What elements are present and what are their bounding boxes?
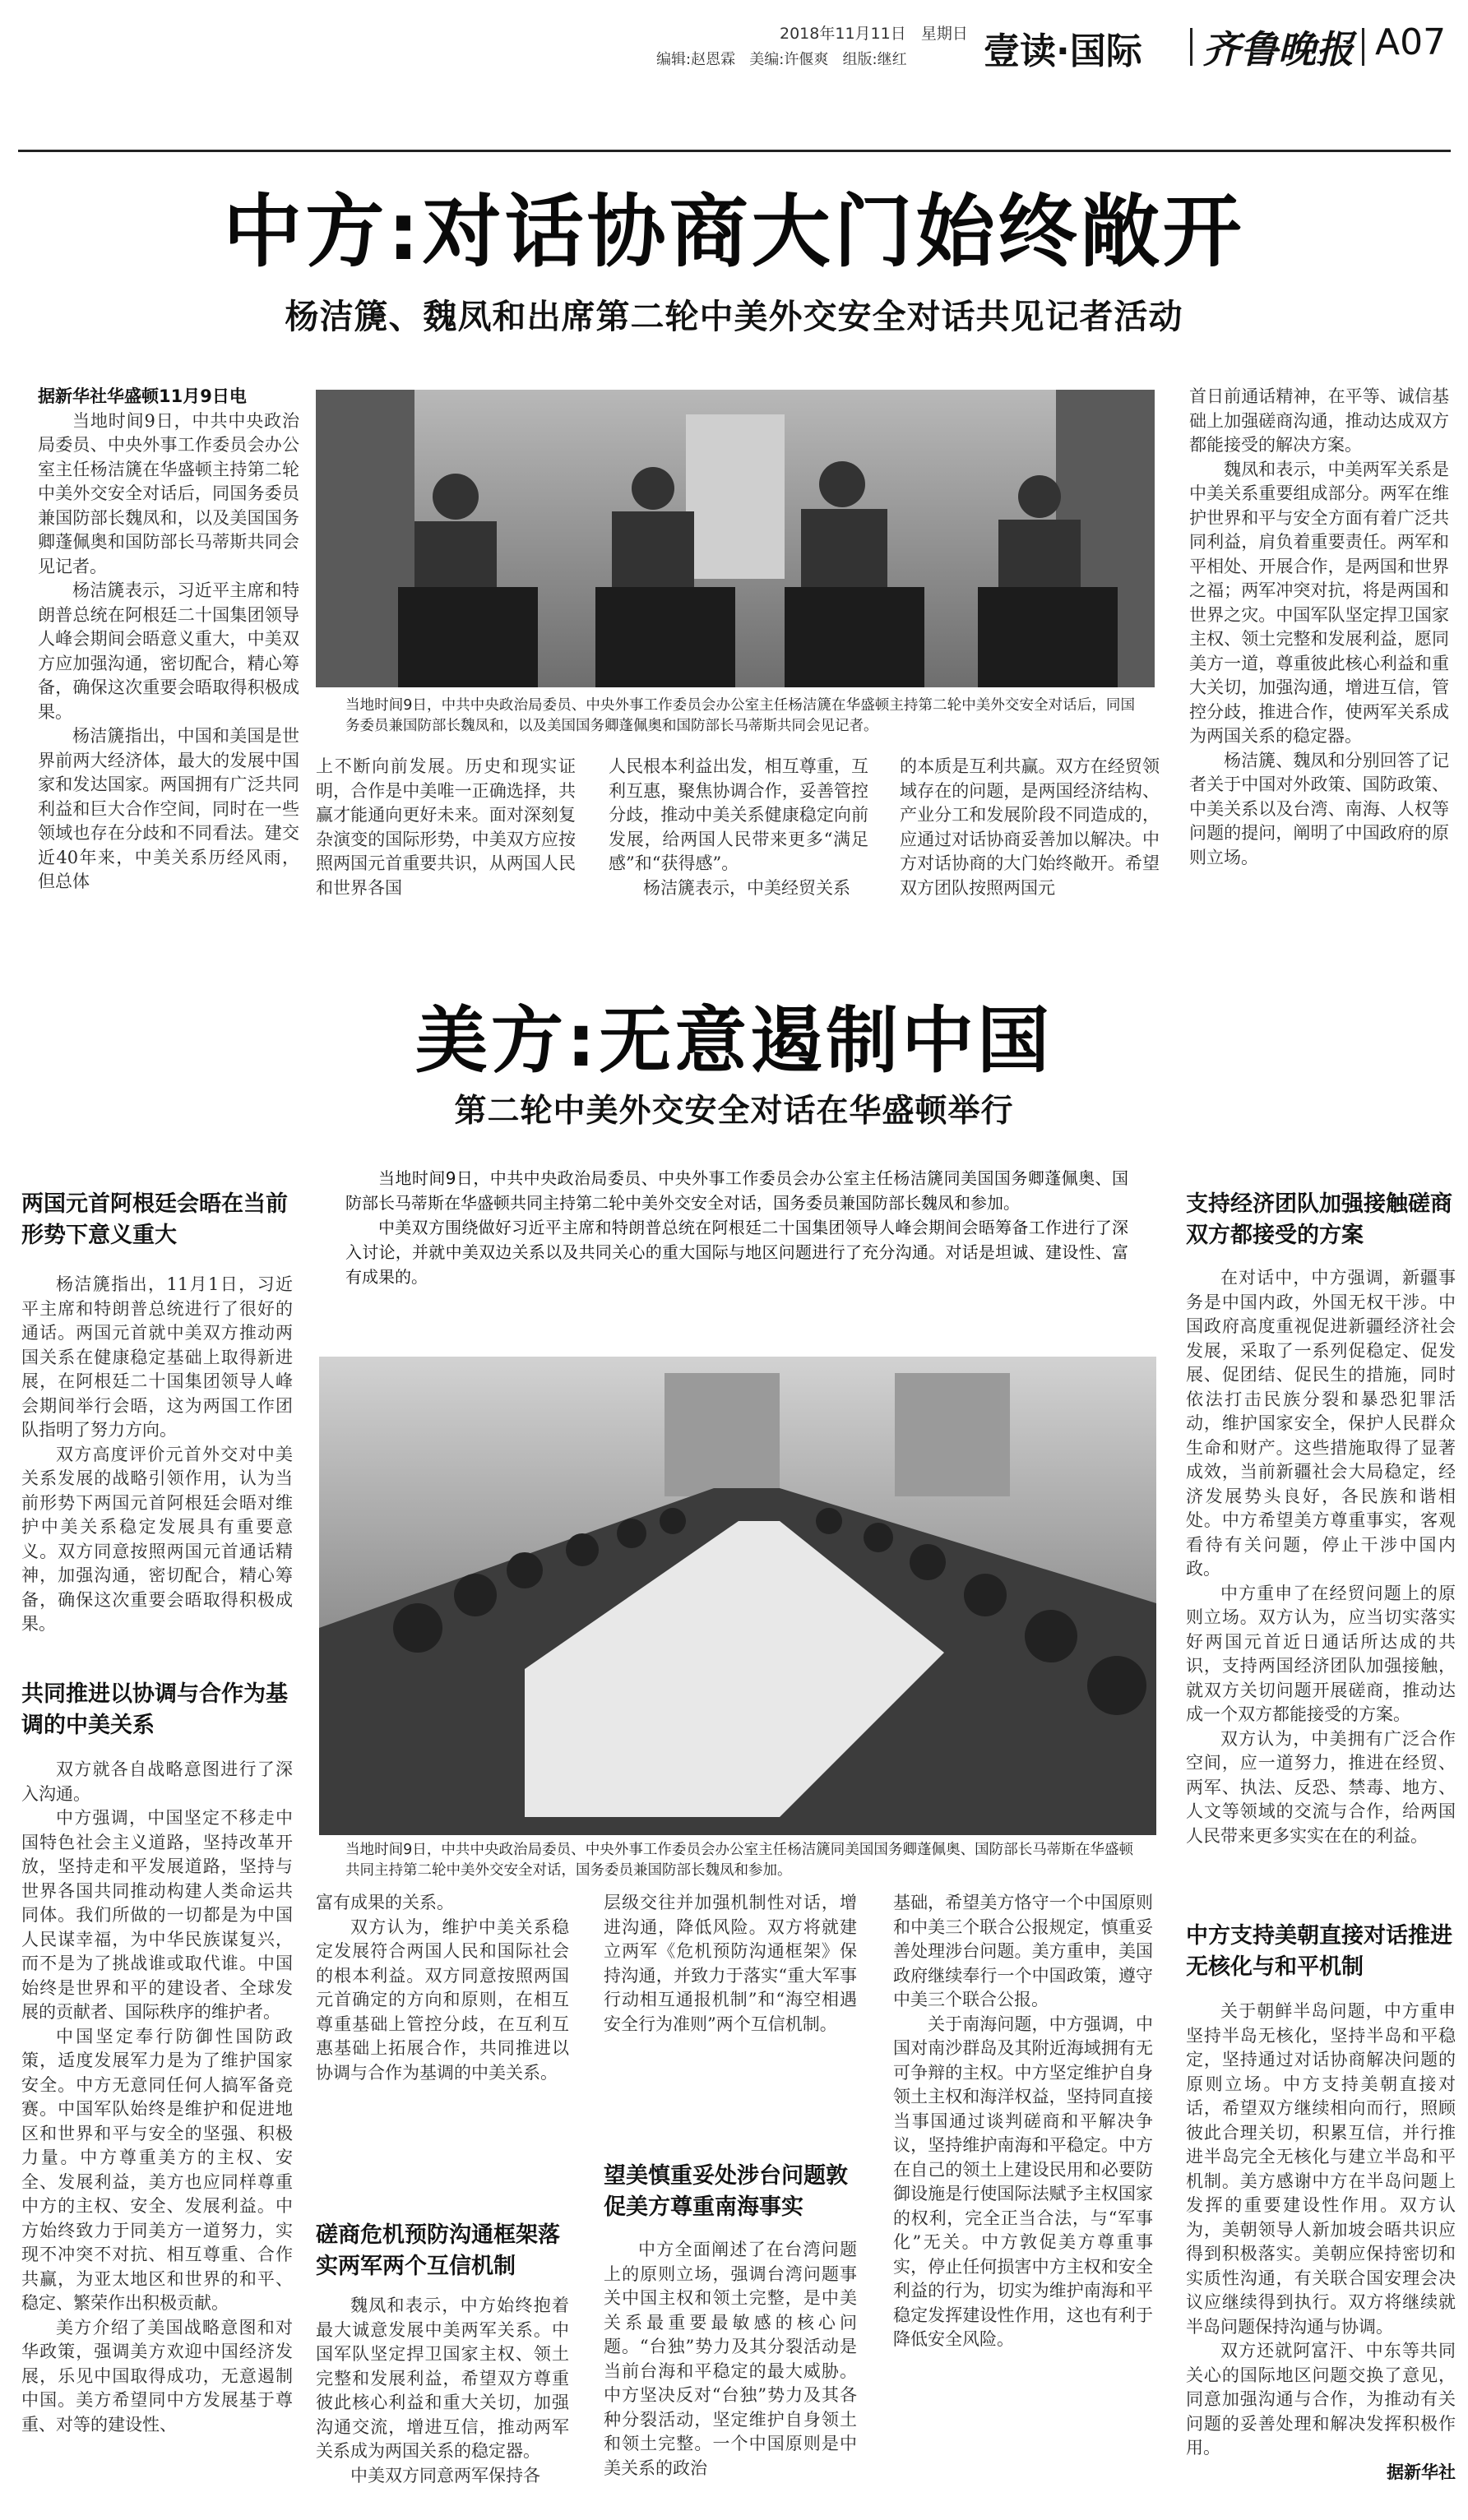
story2-subheadline: 第二轮中美外交安全对话在华盛顿举行 (454, 1093, 1014, 1130)
top-rule (18, 150, 1451, 152)
story2-headline: 美方:无意遏制中国 (414, 998, 1054, 1083)
paragraph: 关于朝鲜半岛问题，中方重申坚持半岛无核化，坚持半岛和平稳定，坚持通过对话协商解决问题的原则立场。中方支持美朝直接对话，希望双方继续相向而行，照顾彼此合理关切，积累互信，并行推进半岛完全无核化与建立半岛和平机制。美方感谢中方在半岛问题上发挥的重要建设性作用。双方认为，美朝领导人新加坡会晤共识应得到积极落实。美朝应保持密切和实质性沟通，有关联合国安理会决议应继续得到执行。双方将继续就半岛问题保持沟通与协调。 (1186, 2001, 1456, 2337)
paragraph: 杨洁篪指出，11月1日，习近平主席和特朗普总统进行了很好的通话。两国元首就中美双方推动两国关系在健康稳定基础上取得新进展，在阿根廷二十国集团领导人峰会期间举行会晤，这为两国工作团队指明了努力方向。 (21, 1274, 293, 1440)
section-heading: 两国元首阿根廷会晤在当前形势下意义重大 (21, 1191, 288, 1248)
story2-right-column (1186, 1266, 1456, 1907)
paragraph: 当地时间9日，中共中央政治局委员、中央外事工作委员会办公室主任杨洁篪在华盛顿主持第二轮中美外交安全对话后，同国务委员兼国防部长魏凤和，以及美国国务卿蓬佩奥和国防部长马蒂斯共同会见记者。 (38, 410, 299, 576)
dateline: 据新华社华盛顿11月9日电 (38, 386, 247, 406)
paragraph: 杨洁篪指出，中国和美国是世界前两大经济体，最大的发展中国家和发达国家。两国拥有广泛共同利益和巨大合作空间，同时在一些领域也存在分歧和不同看法。建交近40年来，中美关系历经风雨，但总体 (38, 726, 299, 891)
paragraph: 魏凤和表示，中方始终抱着最大诚意发展中美两军关系。中国军队坚定捍卫国家主权、领土完整和发展利益，希望双方尊重彼此核心利益和重大关切，加强沟通交流，增进互信，推动两军关系成为两国关系的稳定器。 (316, 2296, 569, 2461)
story2-right-column-2 (1186, 2000, 1456, 2503)
paragraph: 双方认为，维护中美关系稳定发展符合两国人民和国际社会的根本利益。双方同意按照两国元首确定的方向和原则，在相互尊重基础上管控分歧，在互利互惠基础上拓展合作，共同推进以协调与合作为基调的中美关系。 (316, 1917, 569, 2083)
story1-subheadline: 杨洁篪、魏凤和出席第二轮中美外交安全对话共见记者活动 (285, 297, 1183, 336)
section-heading: 共同推进以协调与合作为基调的中美关系 (21, 1681, 288, 1738)
story2-mid-column-2b (604, 2238, 857, 2503)
story2-left-column-2 (21, 1758, 293, 2503)
paragraph: 杨洁篪表示，习近平主席和特朗普总统在阿根廷二十国集团领导人峰会期间会晤意义重大，中美双方应加强沟通，密切配合，精心筹备，确保这次重要会晤取得积极成果。 (38, 580, 299, 722)
intro-paragraph: 中美双方围绕做好习近平主席和特朗普总统在阿根廷二十国集团领导人峰会期间会晤筹备工作进行了深入讨论，并就中美双边关系以及共同关心的重大国际与地区问题进行了充分沟通。对话是坦诚、建设性、富有成果的。 (345, 1218, 1128, 1287)
paragraph: 魏凤和表示，中美两军关系是中美关系重要组成部分。两军在维护世界和平与安全方面有着广泛共同利益，肩负着重要责任。两军和平相处、开展合作，是两国和世界之福；两军冲突对抗，将是两国和世界之灾。中国军队坚定捍卫国家主权、领土完整和发展利益，愿同美方一道，尊重彼此核心利益和重大关切，加强沟通，增进互信，管控分歧，推进合作，使两军关系成为两国关系的稳定器。 (1189, 459, 1449, 746)
issue-weekday: 星期日 (920, 25, 968, 43)
paragraph: 中方重申了在经贸问题上的原则立场。双方认为，应当切实落实好两国元首近日通话所达成的共识，支持两国经济团队加强接触，就双方关切问题开展磋商，推动达成一个双方都能接受的方案。 (1186, 1583, 1456, 1724)
section-heading: 中方支持美朝直接对话推进无核化与和平机制 (1186, 1923, 1452, 1980)
paragraph: 首日前通话精神，在平等、诚信基础上加强磋商沟通，推动达成双方都能接受的解决方案。 (1189, 386, 1449, 455)
story2-mid-column-1 (316, 1891, 569, 2190)
press-conference-photo (316, 390, 1155, 687)
page-number: A07 (1375, 21, 1447, 63)
paragraph: 层级交往并加强机制性对话，增进沟通，降低风险。双方将就建立两军《危机预防沟通框架》保持沟通，并致力于落实“重大军事行动相互通报机制”和“海空相遇安全行为准则”两个互信机制。 (604, 1893, 857, 2034)
section-heading: 望美慎重妥处涉台问题敦促美方尊重南海事实 (604, 2163, 848, 2220)
paragraph: 双方认为，中美拥有广泛合作空间，应一道努力，推进在经贸、两军、执法、反恐、禁毒、地方、人文等领域的交流与合作，给两国人民带来更多实实在在的利益。 (1186, 1728, 1456, 1846)
photo-caption: 当地时间9日，中共中央政治局委员、中央外事工作委员会办公室主任杨洁篪同美国国务卿蓬佩奥、国防部长马蒂斯在华盛顿共同主持第二轮中美外交安全对话，国务委员兼国防部长魏凤和参加。 (345, 1842, 1133, 1879)
paragraph: 在对话中，中方强调，新疆事务是中国内政，外国无权干涉。中国政府高度重视促进新疆经济社会发展，采取了一系列促稳定、促发展、促团结、促民生的措施，同时依法打击民族分裂和暴恐犯罪活动，维护国家安全，保护人民群众生命和财产。这些措施取得了显著成效，当前新疆社会大局稳定，经济发展势头良好，各民族和谐相处。中方希望美方尊重事实，客观看待有关问题，停止干涉中国内政。 (1186, 1268, 1456, 1579)
paragraph: 中美双方同意两军保持各 (350, 2465, 540, 2485)
masthead-divider-2 (1362, 28, 1364, 66)
paragraph: 杨洁篪、魏凤和分别回答了记者关于中国对外政策、国防政策、中美关系以及台湾、南海、人权等问题的提问，阐明了中国政府的原则立场。 (1189, 750, 1449, 867)
issue-date: 2018年11月11日 星期日 (780, 25, 968, 43)
section-heading: 支持经济团队加强接触磋商双方都接受的方案 (1186, 1191, 1452, 1248)
paragraph: 杨洁篪表示，中美经贸关系 (643, 877, 850, 898)
paragraph: 人民根本利益出发，相互尊重，互利互惠，聚焦协调合作，妥善管控分歧，推动中美关系健康稳定向前发展，给两国人民带来更多“满足感”和“获得感”。 (609, 756, 868, 873)
story1-headline: 中方:对话协商大门始终敞开 (223, 186, 1245, 278)
art-credit: 美编:许偃爽 (749, 51, 829, 68)
story1-column-5 (1189, 385, 1449, 911)
story2-mid-column-3 (893, 1891, 1153, 2503)
paragraph: 的本质是互利共赢。双方在经贸领域存在的问题，是两国经济结构、产业分工和发展阶段不同造成的，应通过对话协商妥善加以解决。中方对话协商的大门始终敞开。希望双方团队按照两国元 (900, 756, 1160, 898)
source-signoff: 据新华社 (1387, 2462, 1456, 2482)
editor-credit: 编辑:赵恩霖 (656, 51, 736, 68)
section-heading: 磋商危机预防沟通框架落实两军两个互信机制 (316, 2222, 560, 2279)
paragraph: 中国坚定奉行防御性国防政策，适度发展军力是为了维护国家安全。中方无意同任何人搞军备竞赛。中国军队始终是维护和促进地区和世界和平与安全的坚强、积极力量。中方尊重美方的主权、安全、发展利益，美方也应同样尊重中方的主权、安全、发展利益。中方始终致力于同美方一道努力，实现不冲突不对抗、相互尊重、合作共赢，为亚太地区和世界的和平、稳定、繁荣作出积极贡献。 (21, 2026, 293, 2313)
paragraph: 中方强调，中国坚定不移走中国特色社会主义道路，坚持改革开放，坚持走和平发展道路，坚持与世界各国共同推动构建人类命运共同体。我们所做的一切都是为中国人民谋幸福，为中华民族谋复兴，而不是为了挑战谁或取代谁。中国始终是世界和平的建设者、全球发展的贡献者、国际秩序的维护者。 (21, 1808, 293, 2022)
story2-left-column (21, 1273, 293, 1667)
paragraph: 中方全面阐述了在台湾问题上的原则立场，强调台湾问题事关中国主权和领土完整，是中美关系最重要最敏感的核心问题。“台独”势力及其分裂活动是当前台海和平稳定的最大威胁。中方坚决反对“台独”势力及其各种分裂活动，坚定维护自身领土和领土完整。一个中国原则是中美关系的政治 (604, 2240, 857, 2478)
masthead-divider (1190, 28, 1192, 66)
paragraph: 美方介绍了美国战略意图和对华政策，强调美方欢迎中国经济发展，乐见中国取得成功，无意遏制中国。美方希望同中方发展基于尊重、对等的建设性、 (21, 2317, 293, 2434)
paragraph: 关于南海问题，中方强调，中国对南沙群岛及其附近海域拥有无可争辩的主权。中方坚定维护自身领土主权和海洋权益，坚持同直接当事国通过谈判磋商和平解决争议，坚持维护南海和平稳定。中方在自己的领土上建设民用和必要防御设施是行使国际法赋予主权国家的权利，完全正当合法，与“军事化”无关。中方敦促美方尊重事实，停止任何损害中方主权和安全利益的行为，切实为维护南海和平稳定发挥建设性作用，这也有利于降低安全风险。 (893, 2014, 1153, 2349)
story1-column-3 (609, 755, 868, 911)
photo-caption: 当地时间9日，中共中央政治局委员、中央外事工作委员会办公室主任杨洁篪在华盛顿主持第二轮中美外交安全对话后，同国务委员兼国防部长魏凤和，以及美国国务卿蓬佩奥和国防部长马蒂斯共同会见记者。 (345, 697, 1135, 734)
proof-credit: 组版:继红 (842, 51, 907, 68)
paragraph: 上不断向前发展。历史和现实证明，合作是中美唯一正确选择，共赢才能通向更好未来。面对深刻复杂演变的国际形势，中美双方应按照两国元首重要共识，从两国人民和世界各国 (316, 756, 576, 898)
paragraph: 双方高度评价元首外交对中美关系发展的战略引领作用，认为当前形势下两国元首阿根廷会晤对维护中美关系稳定发展具有重要意义。双方同意按照两国元首通话精神，加强沟通，密切配合，精心筹备，确保这次重要会晤取得积极成果。 (21, 1444, 293, 1634)
section-name: 壹读·国际 (984, 30, 1142, 72)
story1-column-2 (316, 755, 576, 911)
dialogue-meeting-photo (319, 1357, 1156, 1835)
staff-line (656, 48, 907, 69)
story2-mid-column-2 (604, 1891, 857, 2138)
paragraph: 双方还就阿富汗、中东等共同关心的国际地区问题交换了意见，同意加强沟通与合作，为推动有关问题的妥善处理和解决发挥积极作用。 (1186, 2341, 1456, 2458)
paragraph: 富有成果的关系。 (316, 1893, 454, 1912)
story1-column-1 (38, 385, 299, 911)
story2-mid-column-1b (316, 2294, 569, 2503)
paragraph: 双方就各自战略意图进行了深入沟通。 (21, 1759, 293, 1804)
story2-intro (345, 1166, 1128, 1339)
intro-paragraph: 当地时间9日，中共中央政治局委员、中央外事工作委员会办公室主任杨洁篪同美国国务卿蓬佩奥、国防部长马蒂斯在华盛顿共同主持第二轮中美外交安全对话，国务委员兼国防部长魏凤和参加。 (345, 1168, 1128, 1213)
brand-logo: 齐鲁晚报 (1202, 27, 1354, 72)
story1-column-4 (900, 755, 1160, 911)
paragraph: 基础，希望美方恪守一个中国原则和中美三个联合公报规定，慎重妥善处理涉台问题。美方重申，美国政府继续奉行一个中国政策，遵守中美三个联合公报。 (893, 1893, 1153, 2009)
